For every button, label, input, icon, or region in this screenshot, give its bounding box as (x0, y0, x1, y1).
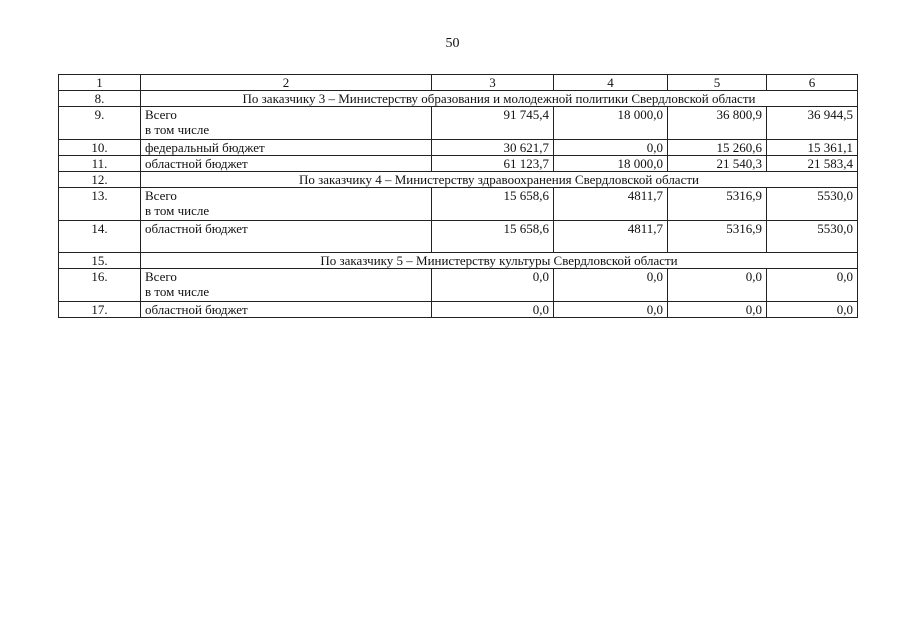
value-cell: 4811,7 (554, 221, 668, 253)
value-cell: 0,0 (668, 269, 767, 302)
row-label-cell (141, 107, 432, 140)
value-cell: 91 745,4 (432, 107, 554, 140)
column-number-3: 3 (432, 75, 554, 91)
row-label: областной бюджет (141, 221, 432, 253)
row-label-cell (141, 188, 432, 221)
value-cell: 15 260,6 (668, 140, 767, 156)
row-number: 17. (59, 302, 141, 318)
column-number-4: 4 (554, 75, 668, 91)
value-cell: 0,0 (767, 269, 858, 302)
row-label: областной бюджет (141, 156, 432, 172)
row-label: федеральный бюджет (141, 140, 432, 156)
value-cell: 15 658,6 (432, 188, 554, 221)
section-title: По заказчику 3 – Министерству образования и молодежной политики Свердловской области (141, 91, 858, 107)
value-cell: 36 800,9 (668, 107, 767, 140)
value-cell: 0,0 (554, 269, 668, 302)
row-label: Всего (145, 188, 177, 203)
value-cell: 36 944,5 (767, 107, 858, 140)
row-number: 13. (59, 188, 141, 221)
value-cell: 0,0 (767, 302, 858, 318)
budget-table (58, 74, 858, 318)
column-number-5: 5 (668, 75, 767, 91)
row-number: 12. (59, 172, 141, 188)
row-sublabel: в том числе (145, 122, 210, 137)
table-row-section (59, 172, 858, 188)
value-cell: 18 000,0 (554, 156, 668, 172)
section-title: По заказчику 5 – Министерству культуры Свердловской области (141, 253, 858, 269)
value-cell: 0,0 (432, 269, 554, 302)
column-number-6: 6 (767, 75, 858, 91)
row-number: 8. (59, 91, 141, 107)
value-cell: 5530,0 (767, 221, 858, 253)
value-cell: 0,0 (668, 302, 767, 318)
value-cell: 21 540,3 (668, 156, 767, 172)
page-number: 50 (445, 36, 460, 51)
section-title: По заказчику 4 – Министерству здравоохранения Свердловской области (141, 172, 858, 188)
value-cell: 15 658,6 (432, 221, 554, 253)
row-number: 9. (59, 107, 141, 140)
row-sublabel: в том числе (145, 203, 210, 218)
table-row (59, 221, 858, 253)
table-row (59, 269, 858, 302)
row-label: Всего (145, 269, 177, 284)
value-cell: 30 621,7 (432, 140, 554, 156)
table-row (59, 302, 858, 318)
table-row (59, 156, 858, 172)
table-row (59, 188, 858, 221)
table-row-section (59, 253, 858, 269)
value-cell: 0,0 (554, 302, 668, 318)
value-cell: 15 361,1 (767, 140, 858, 156)
value-cell: 5316,9 (668, 188, 767, 221)
row-number: 16. (59, 269, 141, 302)
value-cell: 21 583,4 (767, 156, 858, 172)
value-cell: 5316,9 (668, 221, 767, 253)
row-number: 15. (59, 253, 141, 269)
row-label: областной бюджет (141, 302, 432, 318)
value-cell: 0,0 (554, 140, 668, 156)
table-row-section (59, 91, 858, 107)
value-cell: 5530,0 (767, 188, 858, 221)
value-cell: 18 000,0 (554, 107, 668, 140)
table-row (59, 107, 858, 140)
row-label: Всего (145, 107, 177, 122)
column-number-1: 1 (59, 75, 141, 91)
value-cell: 4811,7 (554, 188, 668, 221)
row-number: 10. (59, 140, 141, 156)
row-number: 11. (59, 156, 141, 172)
row-label-cell (141, 269, 432, 302)
table-row (59, 140, 858, 156)
row-number: 14. (59, 221, 141, 253)
value-cell: 61 123,7 (432, 156, 554, 172)
row-sublabel: в том числе (145, 284, 210, 299)
table-header-row (59, 75, 858, 91)
value-cell: 0,0 (432, 302, 554, 318)
column-number-2: 2 (141, 75, 432, 91)
